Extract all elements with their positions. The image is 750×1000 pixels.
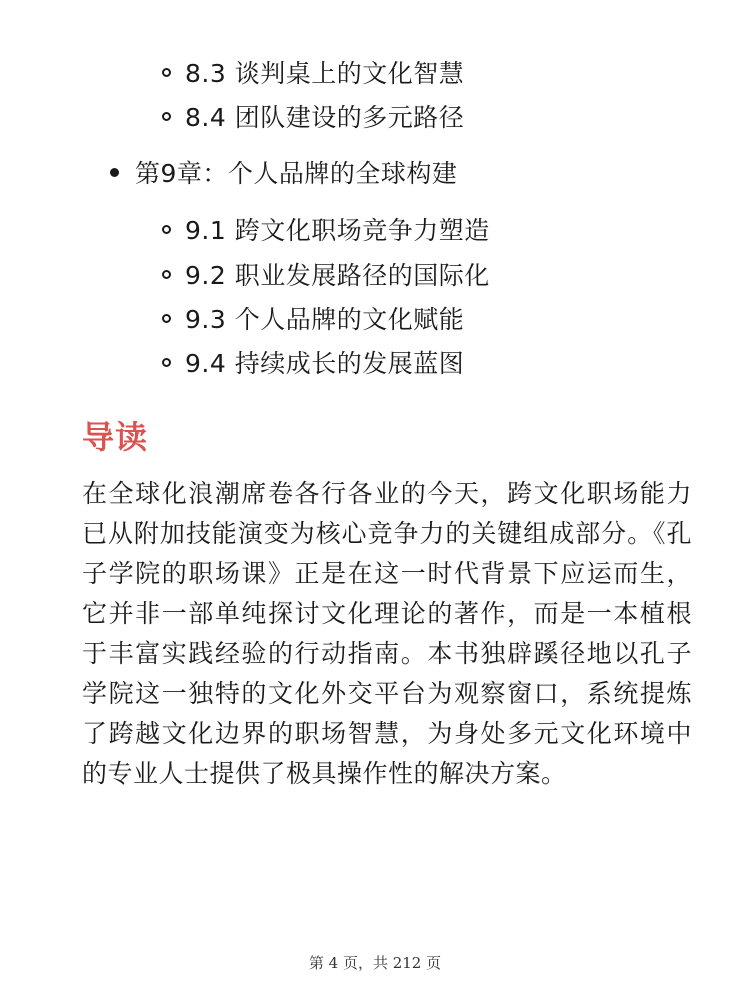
toc-sub-item-label: 8.3 谈判桌上的文化智慧 — [185, 59, 465, 88]
disc-bullet-icon — [110, 168, 119, 177]
toc-sub-item-8-3 — [162, 52, 464, 92]
toc-chapter-9 — [110, 152, 457, 192]
toc-sub-item-8-4 — [162, 96, 464, 136]
circle-bullet-icon — [162, 112, 171, 121]
circle-bullet-icon — [162, 314, 171, 323]
toc-sub-item-label: 9.2 职业发展路径的国际化 — [185, 261, 490, 290]
toc-sub-item-9-3 — [162, 298, 464, 338]
section-heading-intro: 导读 — [82, 418, 149, 456]
page-number-footer: 第 4 页，共 212 页 — [308, 954, 442, 972]
toc-sub-item-label: 8.4 团队建设的多元路径 — [185, 103, 465, 132]
circle-bullet-icon — [162, 358, 171, 367]
toc-sub-item-9-2 — [162, 254, 490, 294]
toc-sub-item-9-4 — [162, 342, 464, 382]
circle-bullet-icon — [162, 68, 171, 77]
toc-sub-item-9-1 — [162, 209, 490, 249]
toc-sub-item-label: 9.3 个人品牌的文化赋能 — [185, 305, 465, 334]
toc-sub-item-label: 9.1 跨文化职场竞争力塑造 — [185, 216, 490, 245]
circle-bullet-icon — [162, 270, 171, 279]
circle-bullet-icon — [162, 225, 171, 234]
toc-sub-item-label: 9.4 持续成长的发展蓝图 — [185, 349, 465, 378]
intro-paragraph: 在全球化浪潮席卷各行各业的今天，跨文化职场能力已从附加技能演变为核心竞争力的关键组成部分。《孔子学院的职场课》正是在这一时代背景下应运而生，它并非一部单纯探讨文化理论的著作，而是一本植根于丰富实践经验的行动指南。本书独辟蹊径地以孔子学院这一独特的文化外交平台为观察窗口，系统提炼了跨越文化边界的职场智慧，为身处多元文化环境中的专业人士提供了极具操作性的解决方案。 — [82, 479, 692, 788]
toc-chapter-label: 第9章：个人品牌的全球构建 — [135, 159, 458, 188]
